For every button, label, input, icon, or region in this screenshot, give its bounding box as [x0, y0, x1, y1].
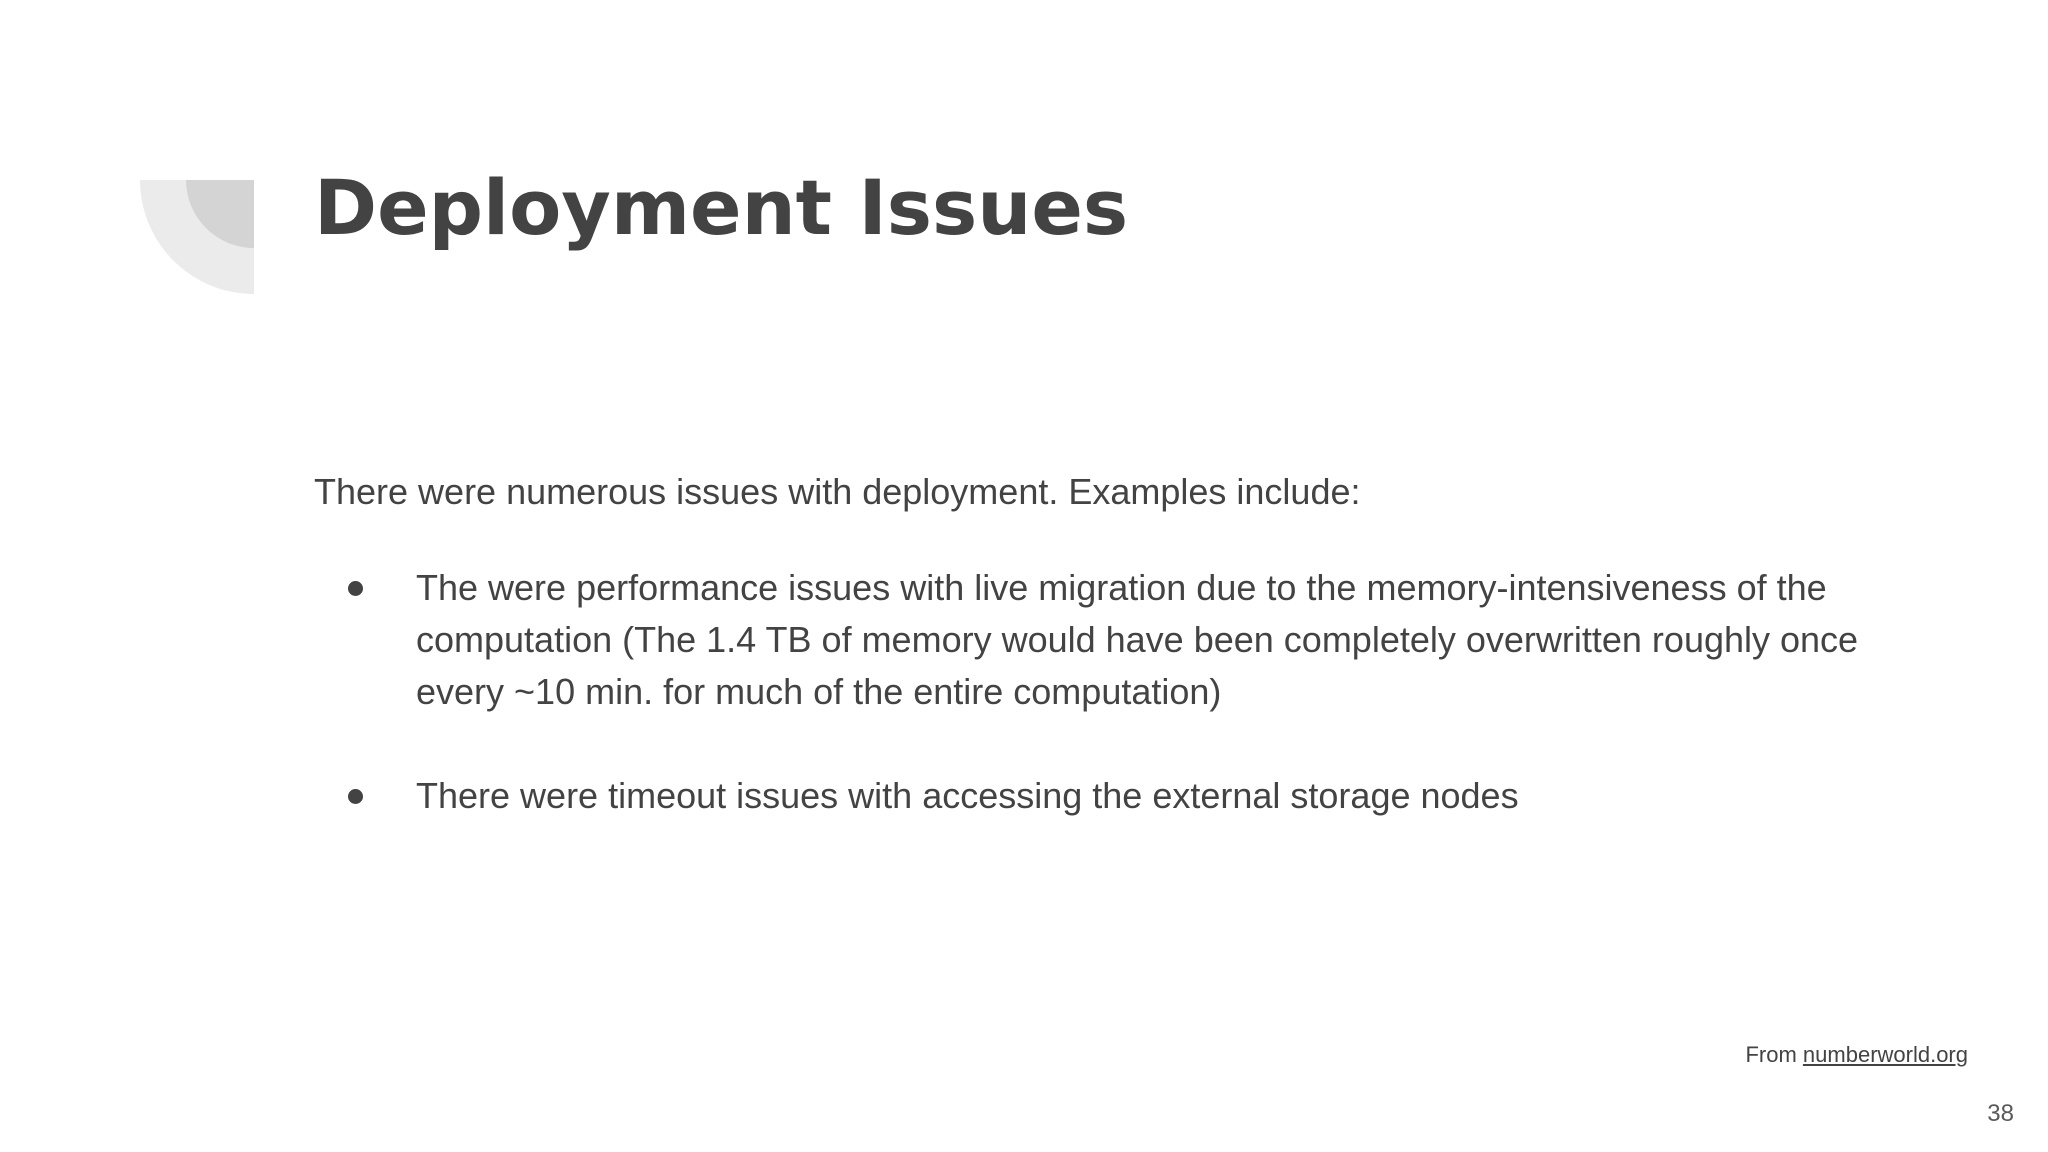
slide-title: Deployment Issues [314, 163, 1129, 252]
list-item [314, 770, 1874, 822]
bullet-text: The were performance issues with live migration due to the memory-intensiveness of the computation (The 1.4 TB of memory would have been completely overwritten roughly once every ~10 min. for much of the entire computation) [416, 567, 1859, 712]
slide-body [314, 466, 1874, 822]
page-number: 38 [1987, 1100, 2014, 1127]
list-item [314, 562, 1874, 718]
source-prefix: From [1745, 1042, 1797, 1067]
bullet-dot-icon [348, 789, 363, 804]
bullet-text: There were timeout issues with accessing the external storage nodes [416, 775, 1519, 816]
intro-text: There were numerous issues with deployment. Examples include: [314, 471, 1361, 512]
bullet-list [314, 562, 1874, 822]
source-link[interactable]: numberworld.org [1802, 1042, 1968, 1067]
quarter-circle-decoration-icon [140, 180, 254, 294]
source-credit [1745, 1042, 1968, 1068]
bullet-dot-icon [348, 581, 363, 596]
